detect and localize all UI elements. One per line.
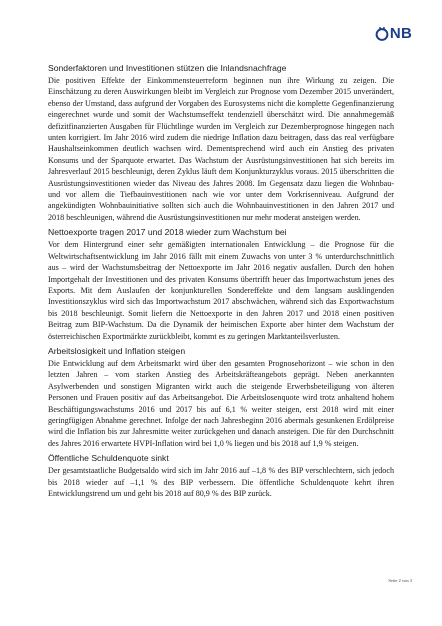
oenb-logo-icon (375, 27, 389, 41)
logo-text: NB (389, 25, 412, 42)
section-paragraph: Der gesamtstaatliche Budgetsaldo wird sich im Jahr 2016 auf –1,8 % des BIP verschlechtern, sich jedoch bis 2018 wieder auf –1,1 % des BIP verbessern. Die öffentliche Schuldenquote kehrt ihren Entwicklungstrend um und geht bis 2018 auf 80,9 % des BIP zurück. (48, 466, 394, 498)
section-arbeitslosigkeit (48, 345, 394, 449)
page-number: Seite 2 von 3 (388, 578, 412, 583)
section-heading: Nettoexporte tragen 2017 und 2018 wieder zum Wachstum bei (48, 227, 287, 238)
section-heading: Sonderfaktoren und Investitionen stützen die Inlandsnachfrage (48, 63, 287, 73)
section-paragraph: Die Entwicklung auf dem Arbeitsmarkt wird über den gesamten Prognosehorizont – wie schon in den letzten Jahren – vom starken Anstieg des Arbeitskräfteangebots geprägt. Neben anerkannten Asylwerbenden und sonstigen Migranten wirkt auch die steigende Erwerbsbeteiligung von älteren Personen und Frauen positiv auf das Arbeitsangebot. Die Arbeitslosenquote wird trotz anhaltend hohem Beschäftigungswachstums 2016 und 2017 bis auf 6,1 % weiter steigen, erst 2018 wird mit einer geringfügigen Abnahme gerechnet. Infolge der nach Jahresbeginn 2016 abermals gesunkenen Erdölpreise wird die Inflation bis zur Jahresmitte weiter zurückgehen und danach ansteigen. Die für den Durchschnitt des Jahres 2016 erwartete HVPI-Inflation wird bei 1,0 % liegen und bis 2018 auf 1,9 % steigen. (48, 358, 394, 448)
section-paragraph: Die positiven Effekte der Einkommensteuerreform beginnen nun ihre Wirkung zu zeigen. Die Einschätzung zu deren Auswirkungen bleibt im Vergleich zur Prognose vom Dezember 2015 unverändert, ebenso der Umstand, dass aufgrund der Vorgaben des Eurosystems nicht die komplette Gegenfinanzierung eingerechnet wurde und somit der Wachstumseffekt tendenziell überschätzt wird. Die annahmegemäß defizitfinanzierten Ausgaben für Flüchtlinge wurden im Vergleich zur Dezemberprognose hingegen nach unten korrigiert. Im Jahr 2016 wird zudem die niedrige Inflation dazu beitragen, dass das real verfügbare Haushaltseinkommen deutlich wachsen wird. Dementsprechend wird auch ein Anstieg des privaten Konsums und der Sparquote erwartet. Das Wachstum der Ausrüstungsinvestitionen hat sich bereits im Jahresverlauf 2015 beschleunigt, deren Zyklus läuft dem Konjunkturzyklus voraus. 2015 überschritten die Ausrüstungsinvestitionen wieder das Niveau des Jahres 2008. Im Gegensatz dazu liegen die Wohnbau- und vor allem die Tiefbauinvestitionen nach wie vor unter dem Vorkrisenniveau. Aufgrund der angekündigten Wohnbauinitiative sollten sich auch die Wohnbauinvestitionen in den Jahren 2017 und 2018 beschleunigen, während die Ausrüstungsinvestitionen nur mehr moderat ansteigen werden. (48, 76, 394, 222)
section-nettoexporte (48, 226, 394, 342)
document-body (48, 62, 394, 502)
section-heading: Öffentliche Schuldenquote sinkt (48, 453, 169, 464)
oenb-logo (375, 25, 412, 42)
section-inlandsnachfrage (48, 62, 394, 223)
section-paragraph: Vor dem Hintergrund einer sehr gemäßigten internationalen Entwicklung – die Prognose für die Weltwirtschaftsentwicklung im Jahr 2016 fällt mit einem Zuwachs von unter 3 % unterdurchschnittlich aus – wird der Wachstumsbeitrag der Nettoexporte im Jahr 2016 negativ ausfallen. Durch den hohen Importgehalt der Investitionen und des privaten Konsums übertrifft heuer das Importwachstum jenes des Exports. Mit dem Auslaufen der konjunkturellen Sondereffekte und dem langsam ausklingenden Investitionszyklus wird sich das Importwachstum 2017 abschwächen, während sich das Exportwachstum bis 2018 beschleunigt. Somit liefern die Nettoexporte in den Jahren 2017 und 2018 einen positiven Beitrag zum BIP-Wachstum. Da die Dynamik der heimischen Exporte aber hinter dem Wachstum der österreichischen Exportmärkte zurückbleibt, kommt es zu geringen Marktanteilsverlusten. (48, 240, 394, 341)
section-heading: Arbeitslosigkeit und Inflation steigen (48, 345, 186, 356)
section-schuldenquote (48, 452, 394, 499)
